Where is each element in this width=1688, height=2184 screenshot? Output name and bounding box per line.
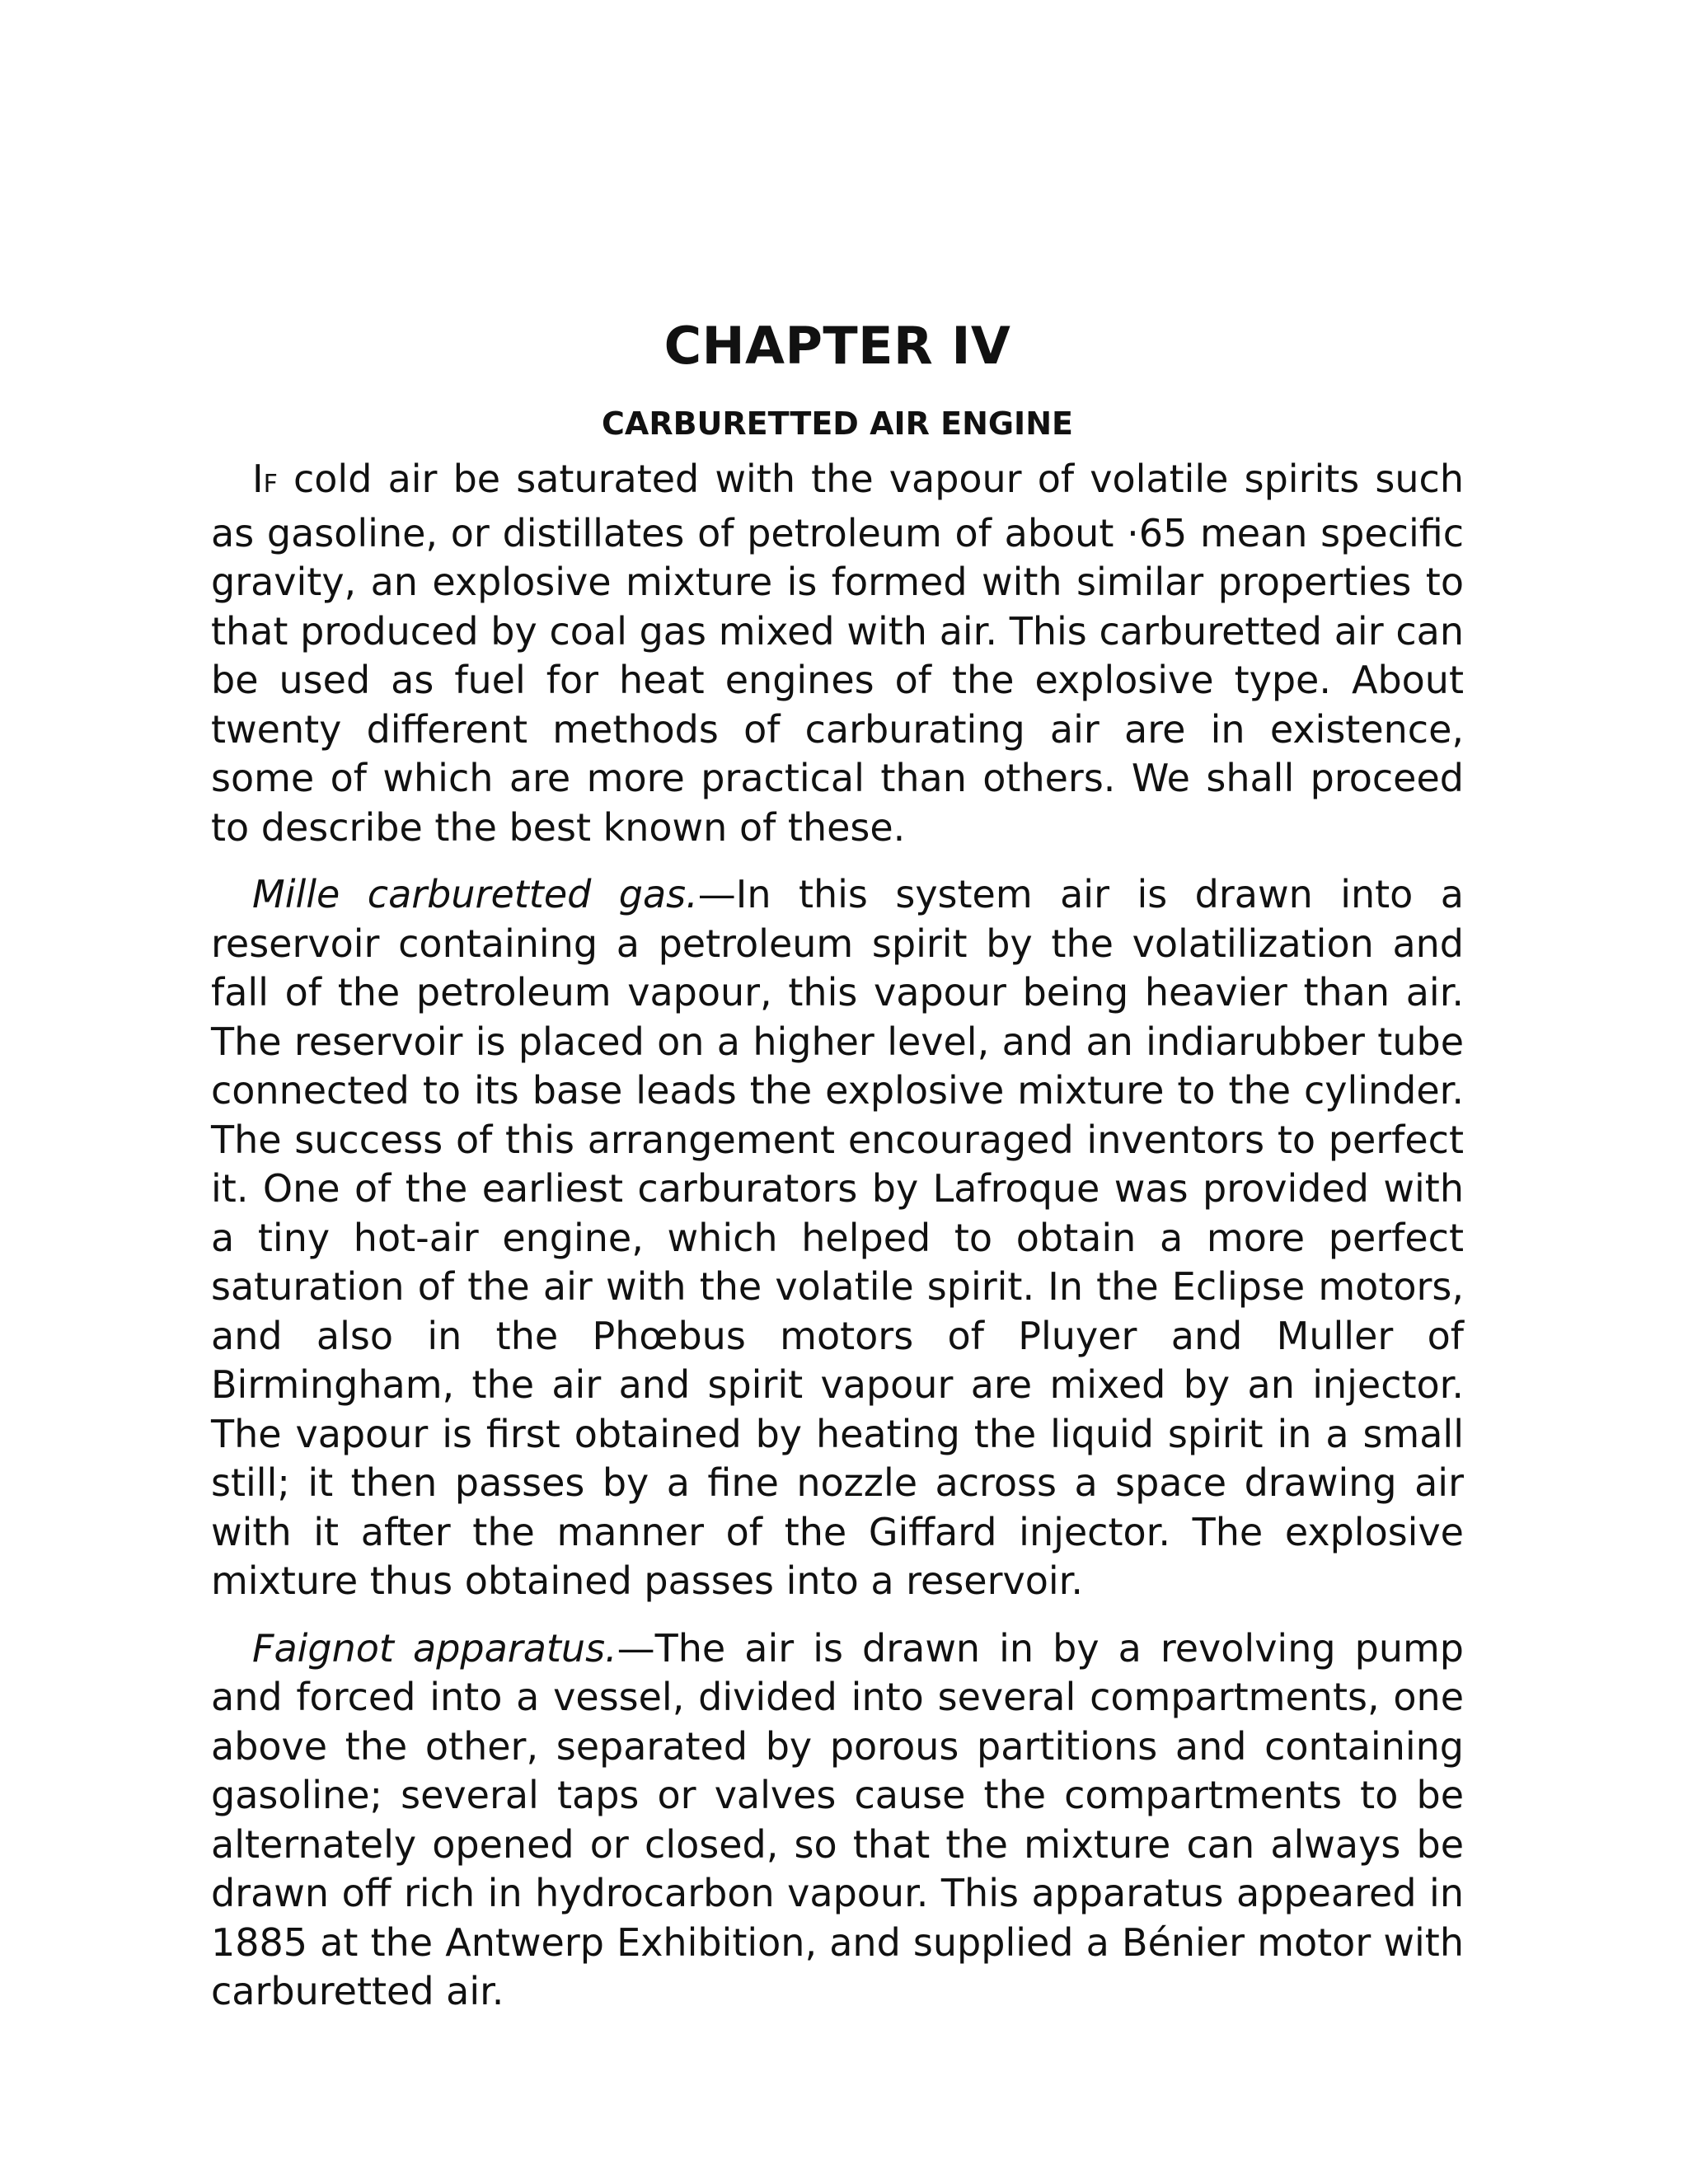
chapter-title: CHAPTER IV [663,316,1011,376]
paragraph-lead-heading: Mille carburetted gas. [252,872,698,916]
chapter-subtitle: CARBURETTED AIR ENGINE [602,405,1073,442]
paragraph-mille [211,870,1464,1606]
paragraph-text: —The air is drawn in by a revolving pump and forced into a vessel, divided into several compartments, one above the other, separated by porous partitions and containing gasoline; several taps or valves cause the compartments to be alternately opened or closed, so that the mixture can always be drawn off rich in hydrocarbon vapour. This apparatus appeared in 1885 at the Antwerp Exhibition, and supplied a Bénier motor with carburetted air. [211,1625,1464,2013]
page-body [211,313,1464,2035]
paragraph-intro [211,455,1464,852]
drop-letter: I [252,457,264,501]
small-cap-letter: F [263,470,278,499]
paragraph-faignot [211,1624,1464,2017]
paragraph-lead-heading: Faignot apparatus. [252,1625,617,1671]
paragraph-text: —In this system air is drawn into a reservoir containing a petroleum spirit by the volatilization and fall of the petroleum vapour, this vapour being heavier than air. The reservoir is placed on a higher level, and an indiarubber tube connected to its base leads the explosive mixture to the cylinder. The success of this arrangement encouraged inventors to perfect it. One of the earliest carburators by Lafroque was provided with a tiny hot-air engine, which helped to obtain a more perfect saturation of the air with the volatile spirit. In the Eclipse motors, and also in the Phœbus motors of Pluyer and Muller of Birmingham, the air and spirit vapour are mixed by an injector. The vapour is first obtained by heating the liquid spirit in a small still; it then passes by a fine nozzle across a space drawing air with it after the manner of the Giffard injector. The explosive mixture thus obtained passes into a reservoir. [211,872,1464,1603]
paragraph-text: cold air be saturated with the vapour of volatile spirits such as gasoline, or distillates of petroleum of about ·65 mean specific gravity, an explosive mixture is formed with similar properties to that produced by coal gas mixed with air. This carburetted air can be used as fuel for heat engines of the explosive type. About twenty different methods of carburating air are in existence, some of which are more practical than others. We shall proceed to describe the best known of these. [211,457,1464,850]
